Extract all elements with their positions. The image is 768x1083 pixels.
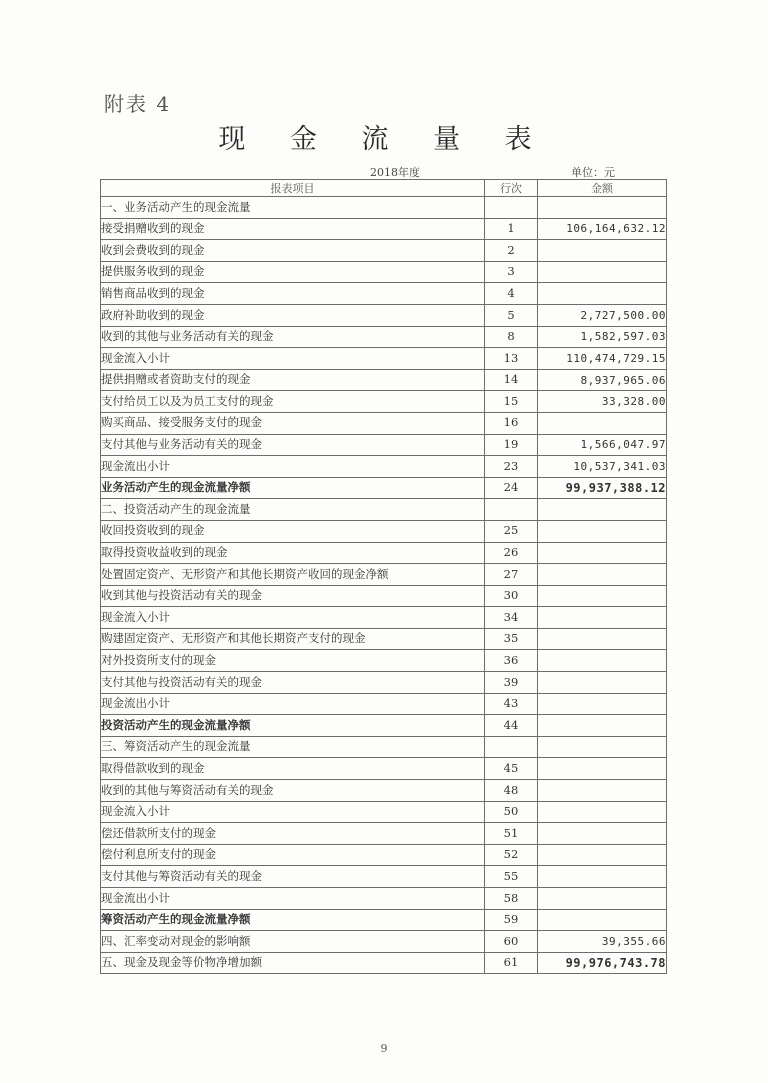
report-year: 2018年度 xyxy=(370,166,420,179)
row-amount xyxy=(538,261,667,283)
row-item-label: 四、汇率变动对现金的影响额 xyxy=(101,931,485,953)
row-item-label: 支付其他与投资活动有关的现金 xyxy=(101,672,485,694)
header-item: 报表项目 xyxy=(101,180,485,197)
row-item-label: 取得借款收到的现金 xyxy=(101,758,485,780)
row-item-label: 三、筹资活动产生的现金流量 xyxy=(101,736,485,758)
row-line-number: 1 xyxy=(485,218,538,240)
row-line-number: 8 xyxy=(485,326,538,348)
header-amount: 金额 xyxy=(538,180,667,197)
table-row xyxy=(101,240,667,262)
row-line-number xyxy=(485,499,538,521)
row-item-label: 现金流入小计 xyxy=(101,607,485,629)
row-item-label: 接受捐赠收到的现金 xyxy=(101,218,485,240)
table-row xyxy=(101,888,667,910)
row-amount xyxy=(538,736,667,758)
row-line-number: 35 xyxy=(485,628,538,650)
table-row xyxy=(101,304,667,326)
table-row xyxy=(101,197,667,219)
table-row xyxy=(101,520,667,542)
row-line-number: 23 xyxy=(485,456,538,478)
row-amount xyxy=(538,693,667,715)
table-row xyxy=(101,585,667,607)
row-item-label: 收到会费收到的现金 xyxy=(101,240,485,262)
row-item-label: 销售商品收到的现金 xyxy=(101,283,485,305)
table-row xyxy=(101,844,667,866)
row-amount xyxy=(538,823,667,845)
row-item-label: 收回投资收到的现金 xyxy=(101,520,485,542)
table-body xyxy=(101,197,667,974)
header-line: 行次 xyxy=(485,180,538,197)
table-header-row xyxy=(101,180,667,197)
row-amount: 39,355.66 xyxy=(538,931,667,953)
row-amount xyxy=(538,758,667,780)
table-row xyxy=(101,952,667,974)
row-line-number: 55 xyxy=(485,866,538,888)
row-line-number: 45 xyxy=(485,758,538,780)
row-line-number: 51 xyxy=(485,823,538,845)
row-amount xyxy=(538,650,667,672)
row-amount xyxy=(538,909,667,931)
row-amount xyxy=(538,564,667,586)
row-line-number xyxy=(485,197,538,219)
row-line-number: 30 xyxy=(485,585,538,607)
row-line-number: 4 xyxy=(485,283,538,305)
row-amount: 99,976,743.78 xyxy=(538,952,667,974)
row-line-number: 59 xyxy=(485,909,538,931)
row-amount xyxy=(538,844,667,866)
appendix-label: 附表 4 xyxy=(104,92,172,116)
row-line-number: 50 xyxy=(485,801,538,823)
row-line-number: 34 xyxy=(485,607,538,629)
table-row xyxy=(101,391,667,413)
row-item-label: 现金流入小计 xyxy=(101,348,485,370)
table-row xyxy=(101,931,667,953)
row-item-label: 偿还借款所支付的现金 xyxy=(101,823,485,845)
table-row xyxy=(101,564,667,586)
row-amount: 2,727,500.00 xyxy=(538,304,667,326)
table-row xyxy=(101,909,667,931)
row-amount: 1,566,047.97 xyxy=(538,434,667,456)
row-amount: 8,937,965.06 xyxy=(538,369,667,391)
row-item-label: 二、投资活动产生的现金流量 xyxy=(101,499,485,521)
table-row xyxy=(101,348,667,370)
row-item-label: 购建固定资产、无形资产和其他长期资产支付的现金 xyxy=(101,628,485,650)
row-line-number: 15 xyxy=(485,391,538,413)
table-row xyxy=(101,369,667,391)
row-item-label: 收到的其他与筹资活动有关的现金 xyxy=(101,780,485,802)
row-line-number: 25 xyxy=(485,520,538,542)
row-amount xyxy=(538,715,667,737)
row-line-number: 3 xyxy=(485,261,538,283)
table-row xyxy=(101,542,667,564)
row-item-label: 现金流入小计 xyxy=(101,801,485,823)
row-amount xyxy=(538,866,667,888)
row-line-number: 60 xyxy=(485,931,538,953)
row-amount: 110,474,729.15 xyxy=(538,348,667,370)
row-amount xyxy=(538,197,667,219)
row-line-number: 36 xyxy=(485,650,538,672)
table-row xyxy=(101,326,667,348)
row-item-label: 处置固定资产、无形资产和其他长期资产收回的现金净额 xyxy=(101,564,485,586)
row-amount: 10,537,341.03 xyxy=(538,456,667,478)
table-row xyxy=(101,650,667,672)
table-row xyxy=(101,261,667,283)
row-item-label: 支付其他与筹资活动有关的现金 xyxy=(101,866,485,888)
table-row xyxy=(101,866,667,888)
row-amount xyxy=(538,542,667,564)
page-number: 9 xyxy=(380,1042,388,1055)
table-row xyxy=(101,780,667,802)
row-amount xyxy=(538,672,667,694)
table-row xyxy=(101,693,667,715)
table-row xyxy=(101,672,667,694)
currency-unit: 单位：元 xyxy=(571,166,615,179)
table-row xyxy=(101,628,667,650)
row-line-number: 14 xyxy=(485,369,538,391)
row-item-label: 收到其他与投资活动有关的现金 xyxy=(101,585,485,607)
table-row xyxy=(101,823,667,845)
row-item-label: 提供服务收到的现金 xyxy=(101,261,485,283)
table-row xyxy=(101,412,667,434)
row-amount xyxy=(538,240,667,262)
cash-flow-table xyxy=(100,179,667,974)
row-line-number: 13 xyxy=(485,348,538,370)
row-line-number: 43 xyxy=(485,693,538,715)
row-line-number: 16 xyxy=(485,412,538,434)
row-line-number: 5 xyxy=(485,304,538,326)
row-item-label: 取得投资收益收到的现金 xyxy=(101,542,485,564)
table-row xyxy=(101,283,667,305)
row-item-label: 筹资活动产生的现金流量净额 xyxy=(101,909,485,931)
table-row xyxy=(101,477,667,499)
row-line-number xyxy=(485,736,538,758)
row-item-label: 对外投资所支付的现金 xyxy=(101,650,485,672)
row-line-number: 19 xyxy=(485,434,538,456)
table-row xyxy=(101,499,667,521)
table-row xyxy=(101,801,667,823)
row-item-label: 投资活动产生的现金流量净额 xyxy=(101,715,485,737)
row-amount xyxy=(538,607,667,629)
row-item-label: 现金流出小计 xyxy=(101,693,485,715)
row-amount xyxy=(538,801,667,823)
table-row xyxy=(101,715,667,737)
row-line-number: 58 xyxy=(485,888,538,910)
row-amount: 99,937,388.12 xyxy=(538,477,667,499)
row-line-number: 2 xyxy=(485,240,538,262)
row-item-label: 现金流出小计 xyxy=(101,888,485,910)
page-title: 现 金 流 量 表 xyxy=(218,124,550,155)
row-line-number: 24 xyxy=(485,477,538,499)
row-item-label: 偿付利息所支付的现金 xyxy=(101,844,485,866)
row-amount xyxy=(538,283,667,305)
row-line-number: 61 xyxy=(485,952,538,974)
table-row xyxy=(101,218,667,240)
row-item-label: 五、现金及现金等价物净增加额 xyxy=(101,952,485,974)
row-item-label: 一、业务活动产生的现金流量 xyxy=(101,197,485,219)
row-amount xyxy=(538,888,667,910)
row-amount xyxy=(538,412,667,434)
row-amount xyxy=(538,520,667,542)
table-row xyxy=(101,758,667,780)
row-amount xyxy=(538,499,667,521)
row-line-number: 44 xyxy=(485,715,538,737)
row-item-label: 收到的其他与业务活动有关的现金 xyxy=(101,326,485,348)
row-line-number: 39 xyxy=(485,672,538,694)
row-item-label: 政府补助收到的现金 xyxy=(101,304,485,326)
row-amount: 1,582,597.03 xyxy=(538,326,667,348)
row-amount xyxy=(538,628,667,650)
row-item-label: 购买商品、接受服务支付的现金 xyxy=(101,412,485,434)
row-item-label: 提供捐赠或者资助支付的现金 xyxy=(101,369,485,391)
row-item-label: 支付其他与业务活动有关的现金 xyxy=(101,434,485,456)
row-item-label: 现金流出小计 xyxy=(101,456,485,478)
row-amount xyxy=(538,585,667,607)
row-line-number: 27 xyxy=(485,564,538,586)
row-item-label: 业务活动产生的现金流量净额 xyxy=(101,477,485,499)
row-amount: 33,328.00 xyxy=(538,391,667,413)
row-item-label: 支付给员工以及为员工支付的现金 xyxy=(101,391,485,413)
table-row xyxy=(101,456,667,478)
table-row xyxy=(101,434,667,456)
row-line-number: 48 xyxy=(485,780,538,802)
row-amount xyxy=(538,780,667,802)
table-row xyxy=(101,736,667,758)
row-line-number: 52 xyxy=(485,844,538,866)
row-amount: 106,164,632.12 xyxy=(538,218,667,240)
row-line-number: 26 xyxy=(485,542,538,564)
table-row xyxy=(101,607,667,629)
